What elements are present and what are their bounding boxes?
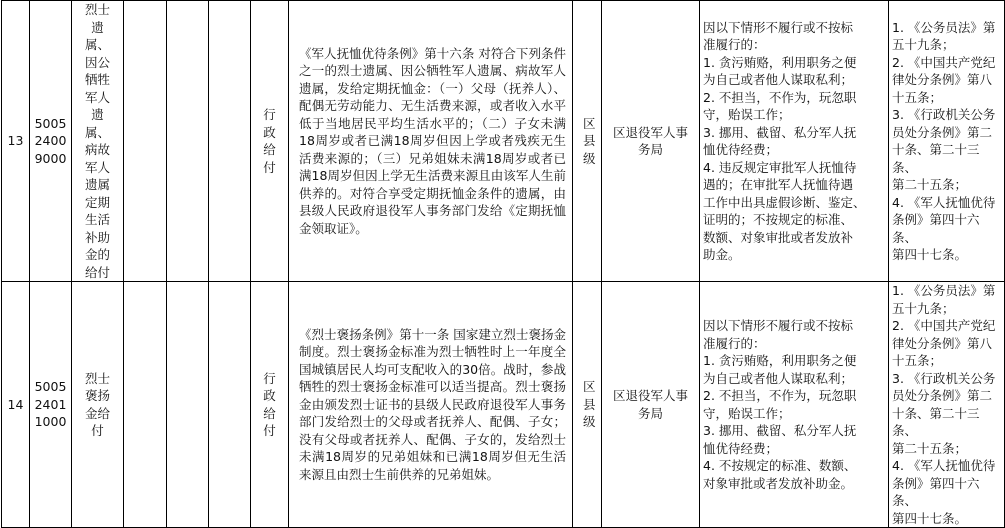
law-line: 十条、第二十三条、 — [892, 405, 980, 438]
code-line: 9000 — [34, 150, 67, 166]
fail-line: 因以下情形不履行或不按标 — [703, 318, 854, 333]
law-line: 员处分条例》第二 — [892, 388, 993, 403]
fail-line: 因以下情形不履行或不按标 — [703, 19, 854, 35]
code-cell — [30, 282, 72, 528]
fail-line: 守，贻误工作； — [703, 107, 791, 122]
table-row — [2, 282, 1005, 528]
law-line: 1. 《公务员法》第 — [892, 19, 996, 35]
fail-line: 2. 不担当，不作为，玩忽职 — [703, 388, 857, 403]
type-cell: 行政给付 — [251, 1, 289, 282]
law-line: 4. 《军人抚恤优待 — [892, 458, 996, 473]
fail-conditions-cell — [700, 282, 889, 528]
law-line: 3. 《行政机关公务 — [892, 107, 996, 122]
law-line: 4. 《军人抚恤优待 — [892, 194, 996, 210]
item-name-cell: 烈士褒扬金给付 — [72, 282, 124, 528]
fail-line: 准履行的： — [703, 37, 766, 52]
law-line: 五十九条； — [892, 37, 955, 52]
empty-cell — [209, 1, 251, 282]
dept-cell: 区退役军人事务局 — [602, 282, 700, 528]
fail-line: 恤优待经费； — [703, 142, 779, 157]
type-cell: 行政给付 — [251, 282, 289, 528]
code-cell — [30, 1, 72, 282]
legal-basis-cell — [889, 282, 1005, 528]
fail-line: 1. 贪污贿赂，利用职务之便 — [703, 353, 857, 368]
code-line: 2400 — [34, 133, 67, 149]
responsibility-table — [1, 0, 1005, 528]
law-line: 2. 《中国共产党纪 — [892, 54, 996, 70]
fail-line: 助金。 — [703, 247, 741, 262]
fail-line: 1. 贪污贿赂，利用职务之便 — [703, 54, 857, 70]
dept-cell: 区退役军人事务局 — [602, 1, 700, 282]
fail-line: 遇的；在审批军人抚恤待遇 — [703, 177, 854, 192]
fail-line: 3. 挪用、截留、私分军人抚 — [703, 423, 857, 438]
fail-line: 守，贻误工作； — [703, 405, 791, 421]
fail-line: 为自己或者他人谋取私利； — [703, 72, 854, 87]
fail-line: 3. 挪用、截留、私分军人抚 — [703, 124, 857, 140]
code-line: 2401 — [34, 396, 67, 412]
empty-cell — [209, 282, 251, 528]
empty-cell — [124, 1, 167, 282]
law-line: 2. 《中国共产党纪 — [892, 318, 996, 333]
empty-cell — [167, 1, 209, 282]
law-line: 员处分条例》第二 — [892, 124, 993, 140]
level-cell: 区县级 — [573, 1, 602, 282]
fail-line: 恤优待经费； — [703, 440, 779, 456]
law-line: 第四十七条。 — [892, 510, 968, 526]
seq-cell: 14 — [2, 282, 30, 528]
law-line: 第二十五条； — [892, 440, 968, 456]
law-line: 十五条； — [892, 89, 943, 105]
table-row — [2, 1, 1005, 282]
law-line: 第二十五条； — [892, 177, 968, 192]
law-line: 律处分条例》第八 — [892, 72, 993, 87]
fail-line: 对象审批或者发放补助金。 — [703, 475, 854, 491]
seq-cell: 13 — [2, 1, 30, 282]
law-line: 3. 《行政机关公务 — [892, 370, 996, 386]
law-line: 十条、第二十三条、 — [892, 142, 980, 175]
fail-line: 4. 不按规定的标准、数额、 — [703, 458, 857, 473]
empty-cell — [167, 282, 209, 528]
law-line: 律处分条例》第八 — [892, 335, 993, 351]
fail-line: 为自己或者他人谋取私利； — [703, 370, 854, 386]
law-line: 第四十七条。 — [892, 247, 968, 262]
fail-conditions-cell — [700, 1, 889, 282]
code-line: 5005 — [34, 115, 67, 131]
fail-line: 数额、对象审批或者发放补 — [703, 229, 854, 245]
item-name-cell: 烈士遗属、因公牺牲军人遗属、病故军人遗属定期生活补助金的给付 — [72, 1, 124, 282]
law-line: 五十九条； — [892, 300, 955, 316]
legal-basis-cell — [889, 1, 1005, 282]
fail-line: 证明的；不按规定的标准、 — [703, 212, 854, 227]
law-line: 条例》第四十六条、 — [892, 212, 980, 245]
law-line: 条例》第四十六条、 — [892, 475, 980, 508]
fail-line: 工作中出具虚假诊断、鉴定、 — [703, 194, 866, 210]
code-line: 1000 — [34, 414, 67, 430]
code-line: 5005 — [34, 379, 67, 395]
fail-line: 准履行的： — [703, 335, 766, 351]
empty-cell — [124, 282, 167, 528]
law-line: 十五条； — [892, 353, 943, 368]
level-cell: 区县级 — [573, 282, 602, 528]
law-line: 1. 《公务员法》第 — [892, 283, 996, 298]
fail-line: 2. 不担当，不作为，玩忽职 — [703, 89, 857, 105]
basis-cell: 《烈士褒扬条例》第十一条 国家建立烈士褒扬金制度。烈士褒扬金标准为烈士牺牲时上一年度全国城镇居民人均可支配收入的30倍。战时，参战牺牲的烈士褒扬金标准可以适当提高。烈士褒扬金由颁发烈士证书的县级人民政府退役军人事务部门发给烈士的父母或者抚养人、配偶、子女；没有父母或者抚养人、配偶、子女的，发给烈士未满18周岁的兄弟姐妹和已满18周岁但无生活来源且由烈士生前供养的兄弟姐妹。 — [289, 282, 573, 528]
basis-cell: 《军人抚恤优待条例》第十六条 对符合下列条件之一的烈士遗属、因公牺牲军人遗属、病故军人遗属，发给定期抚恤金：（一）父母（抚养人）、配偶无劳动能力、无生活费来源，或者收入水平低于当地居民平均生活水平的；（二）子女未满18周岁或者已满18周岁但因上学或者残疾无生活费来源的；（三）兄弟姐妹未满18周岁或者已满18周岁但因上学无生活费来源且由该军人生前供养的。对符合享受定期抚恤金条件的遗属，由县级人民政府退役军人事务部门发给《定期抚恤金领取证》。 — [289, 1, 573, 282]
fail-line: 4. 违反规定审批军人抚恤待 — [703, 159, 857, 175]
